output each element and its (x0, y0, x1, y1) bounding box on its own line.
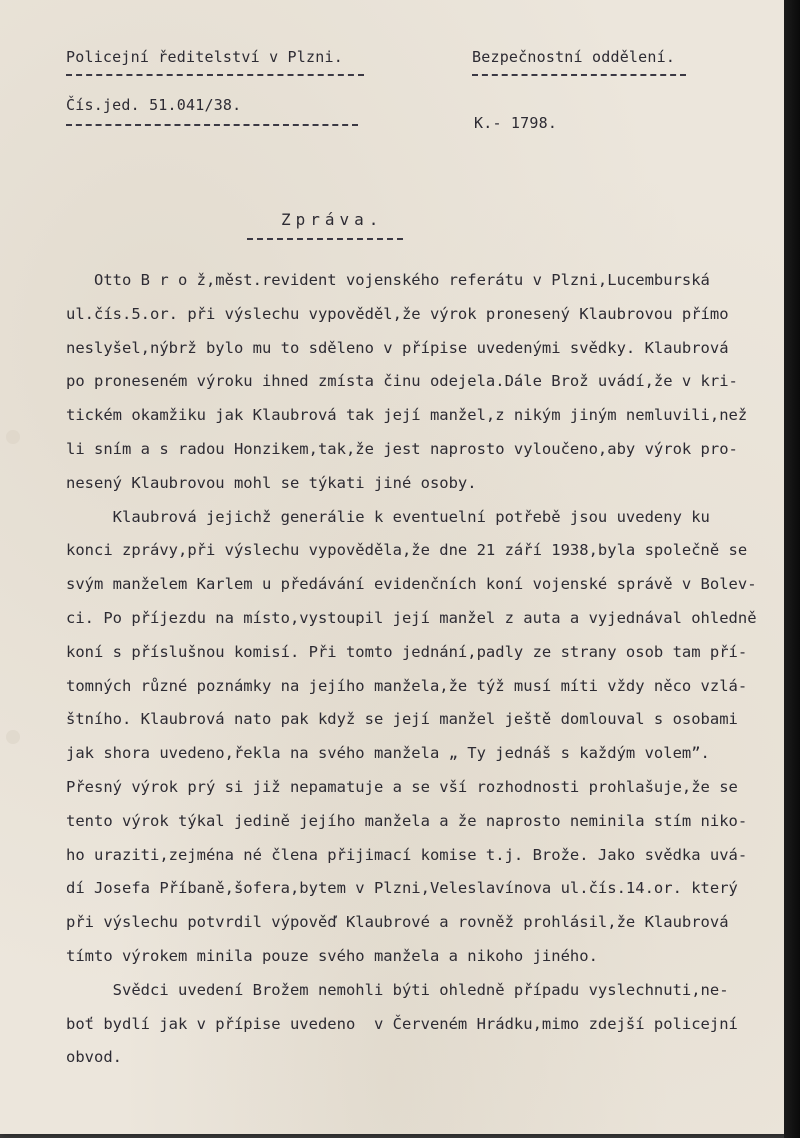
file-code: K.- 1798. (474, 114, 558, 132)
department-name: Bezpečnostní oddělení. (472, 48, 676, 66)
authority-underline (66, 74, 364, 76)
punch-hole-mark (6, 430, 20, 444)
body-line: ul.čís.5.or. při výslechu vypověděl,že výrok pronesený Klaubrovou přímo (66, 304, 729, 323)
body-line: Otto B r o ž,měst.revident vojenského referátu v Plzni,Lucemburská (66, 271, 710, 289)
body-line: štního. Klaubrová nato pak když se její manžel ještě domlouval s osobami (66, 710, 738, 729)
body-line: neslyšel,nýbrž bylo mu to sděleno v přípise uvedenými svědky. Klaubrová (66, 338, 729, 357)
body-line: koní s příslušnou komisí. Při tomto jednání,padly ze strany osob tam pří- (66, 642, 748, 661)
body-line: konci zprávy,při výslechu vypověděla,že dne 21 září 1938,byla společně se (66, 541, 748, 560)
body-line: po proneseném výroku ihned zmísta činu odejela.Dále Brož uvádí,že v kri- (66, 372, 738, 391)
body-line: nesený Klaubrovou mohl se týkati jiné osoby. (66, 473, 477, 492)
body-line: obvod. (66, 1048, 122, 1067)
body-line: svým manželem Karlem u předávání evidenčních koní vojenské správě v Bolev- (66, 575, 757, 594)
title-underline (247, 238, 403, 240)
body-line: Klaubrová jejichž generálie k eventuelní potřebě jsou uvedeny ku (66, 507, 710, 526)
report-title: Zpráva. (281, 210, 384, 229)
body-line: Svědci uvedení Brožem nemohli býti ohledně případu vyslechnuti,ne- (66, 980, 729, 999)
punch-hole-mark (6, 730, 20, 744)
reference-underline (66, 124, 358, 126)
body-line: tickém okamžiku jak Klaubrová tak její manžel,z nikým jiným nemluvili,než (66, 406, 748, 425)
report-body (66, 264, 782, 1075)
body-line: li sním a s radou Honzikem,tak,že jest naprosto vyloučeno,aby výrok pro- (66, 439, 738, 458)
authority-name: Policejní ředitelství v Plzni. (66, 48, 343, 66)
body-line: ho uraziti,zejména né člena přijimací komise t.j. Brože. Jako svědka uvá- (66, 845, 748, 864)
body-line: při výslechu potvrdil výpověď Klaubrové a rovněž prohlásil,že Klaubrová (66, 913, 729, 932)
body-line: dí Josefa Příbaně,šofera,bytem v Plzni,Veleslavínova ul.čís.14.or. který (66, 879, 738, 898)
body-line: tento výrok týkal jedině jejího manžela a že naprosto neminila stím niko- (66, 811, 748, 830)
body-line: tímto výrokem minila pouze svého manžela a nikoho jiného. (66, 946, 598, 965)
body-line: ci. Po příjezdu na místo,vystoupil její manžel z auta a vyjednával ohledně (66, 608, 757, 627)
department-underline (472, 74, 686, 76)
body-line: jak shora uvedeno,řekla na svého manžela „ Ty jednáš s každým volem”. (66, 744, 710, 763)
scan-edge (784, 0, 800, 1138)
reference-number: Čís.jed. 51.041/38. (66, 96, 242, 114)
body-line: Přesný výrok prý si již nepamatuje a se vší rozhodnosti prohlašuje,že se (66, 777, 738, 796)
body-line: tomných různé poznámky na jejího manžela,že týž musí míti vždy něco vzlá- (66, 676, 748, 695)
body-line: boť bydlí jak v přípise uvedeno v Červeném Hrádku,mimo zdejší policejní (66, 1014, 738, 1033)
